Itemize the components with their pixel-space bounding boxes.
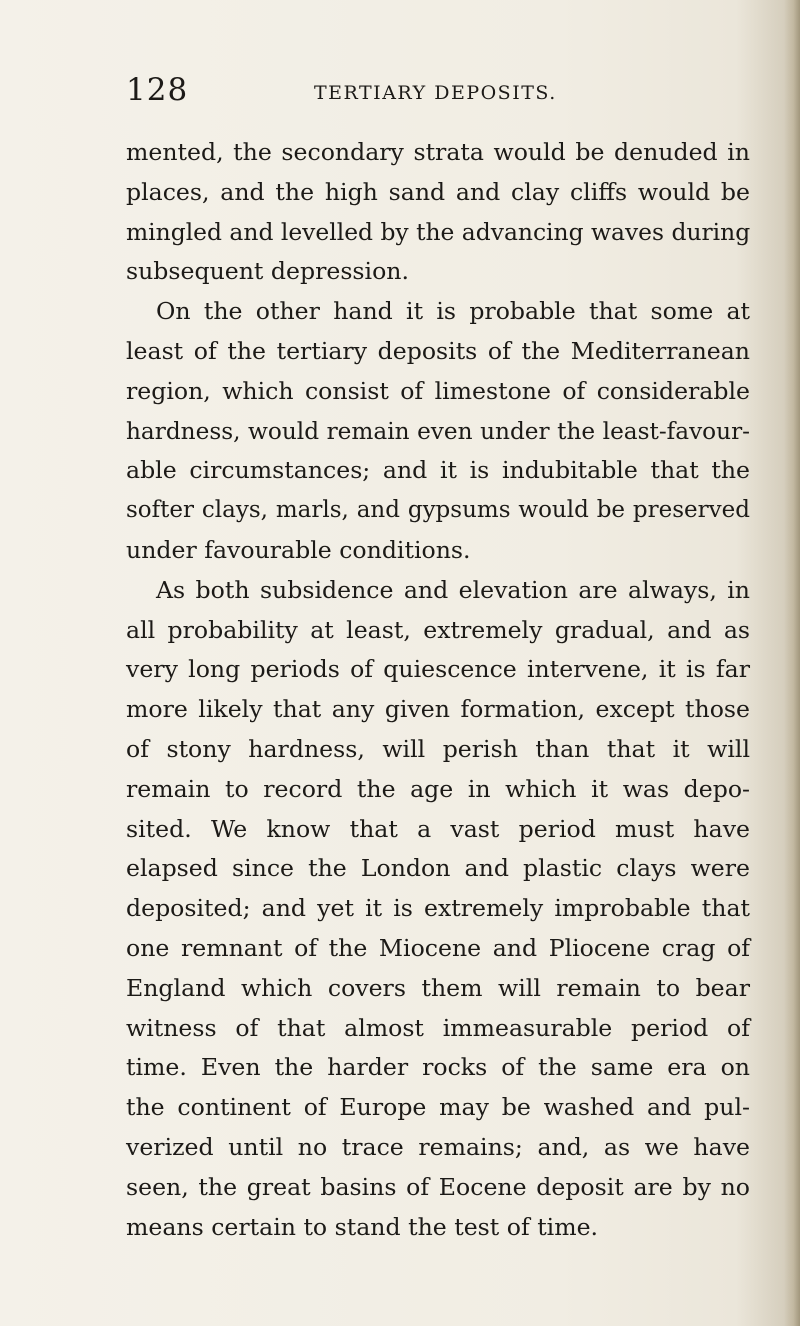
- text-line: more likely that any given formation, except those: [126, 695, 750, 724]
- text-line: under favourable conditions.: [126, 535, 471, 564]
- text-line: region, which consist of limestone of considerable: [126, 376, 750, 405]
- text-line: one remnant of the Miocene and Pliocene crag of: [126, 933, 750, 962]
- text-line: able circumstances; and it is indubitable that the: [126, 456, 750, 485]
- text-line: deposited; and yet it is extremely improbable that: [126, 894, 750, 923]
- text-line: mented, the secondary strata would be denuded in: [126, 138, 750, 166]
- text-line: the continent of Europe may be washed and pul-: [126, 1093, 750, 1122]
- text-line: seen, the great basins of Eocene deposit are by no: [126, 1172, 750, 1201]
- text-line: softer clays, marls, and gypsums would be preserved: [126, 497, 750, 524]
- running-title: TERTIARY DEPOSITS.: [314, 82, 557, 104]
- text-line: places, and the high sand and clay cliffs would be: [126, 177, 750, 206]
- page-edge-shadow: [784, 0, 800, 1326]
- text-line: time. Even the harder rocks of the same era on: [126, 1053, 750, 1082]
- text-line: remain to record the age in which it was depo-: [126, 774, 750, 803]
- text-line: means certain to stand the test of time.: [126, 1212, 599, 1241]
- text-line: least of the tertiary deposits of the Mediterranean: [126, 336, 750, 365]
- text-line: elapsed since the London and plastic clays were: [126, 854, 750, 883]
- page-number: 128: [126, 72, 189, 108]
- text-line: subsequent depression.: [126, 257, 409, 286]
- text-line: sited. We know that a vast period must have: [126, 814, 750, 843]
- text-line: very long periods of quiescence intervene, it is far: [126, 655, 750, 684]
- text-line: verized until no trace remains; and, as we have: [126, 1132, 750, 1161]
- text-line: England which covers them will remain to bear: [126, 973, 750, 1002]
- text-line: hardness, would remain even under the least-favour-: [126, 417, 750, 445]
- text-line: all probability at least, extremely gradual, and as: [126, 615, 750, 644]
- text-line: witness of that almost immeasurable period of: [126, 1013, 750, 1042]
- text-line: mingled and levelled by the advancing waves during: [126, 217, 751, 246]
- text-line: As both subsidence and elevation are always, in: [156, 575, 750, 604]
- body-text: [126, 133, 750, 1247]
- text-line: On the other hand it is probable that some at: [156, 297, 750, 326]
- text-line: of stony hardness, will perish than that it will: [126, 734, 750, 763]
